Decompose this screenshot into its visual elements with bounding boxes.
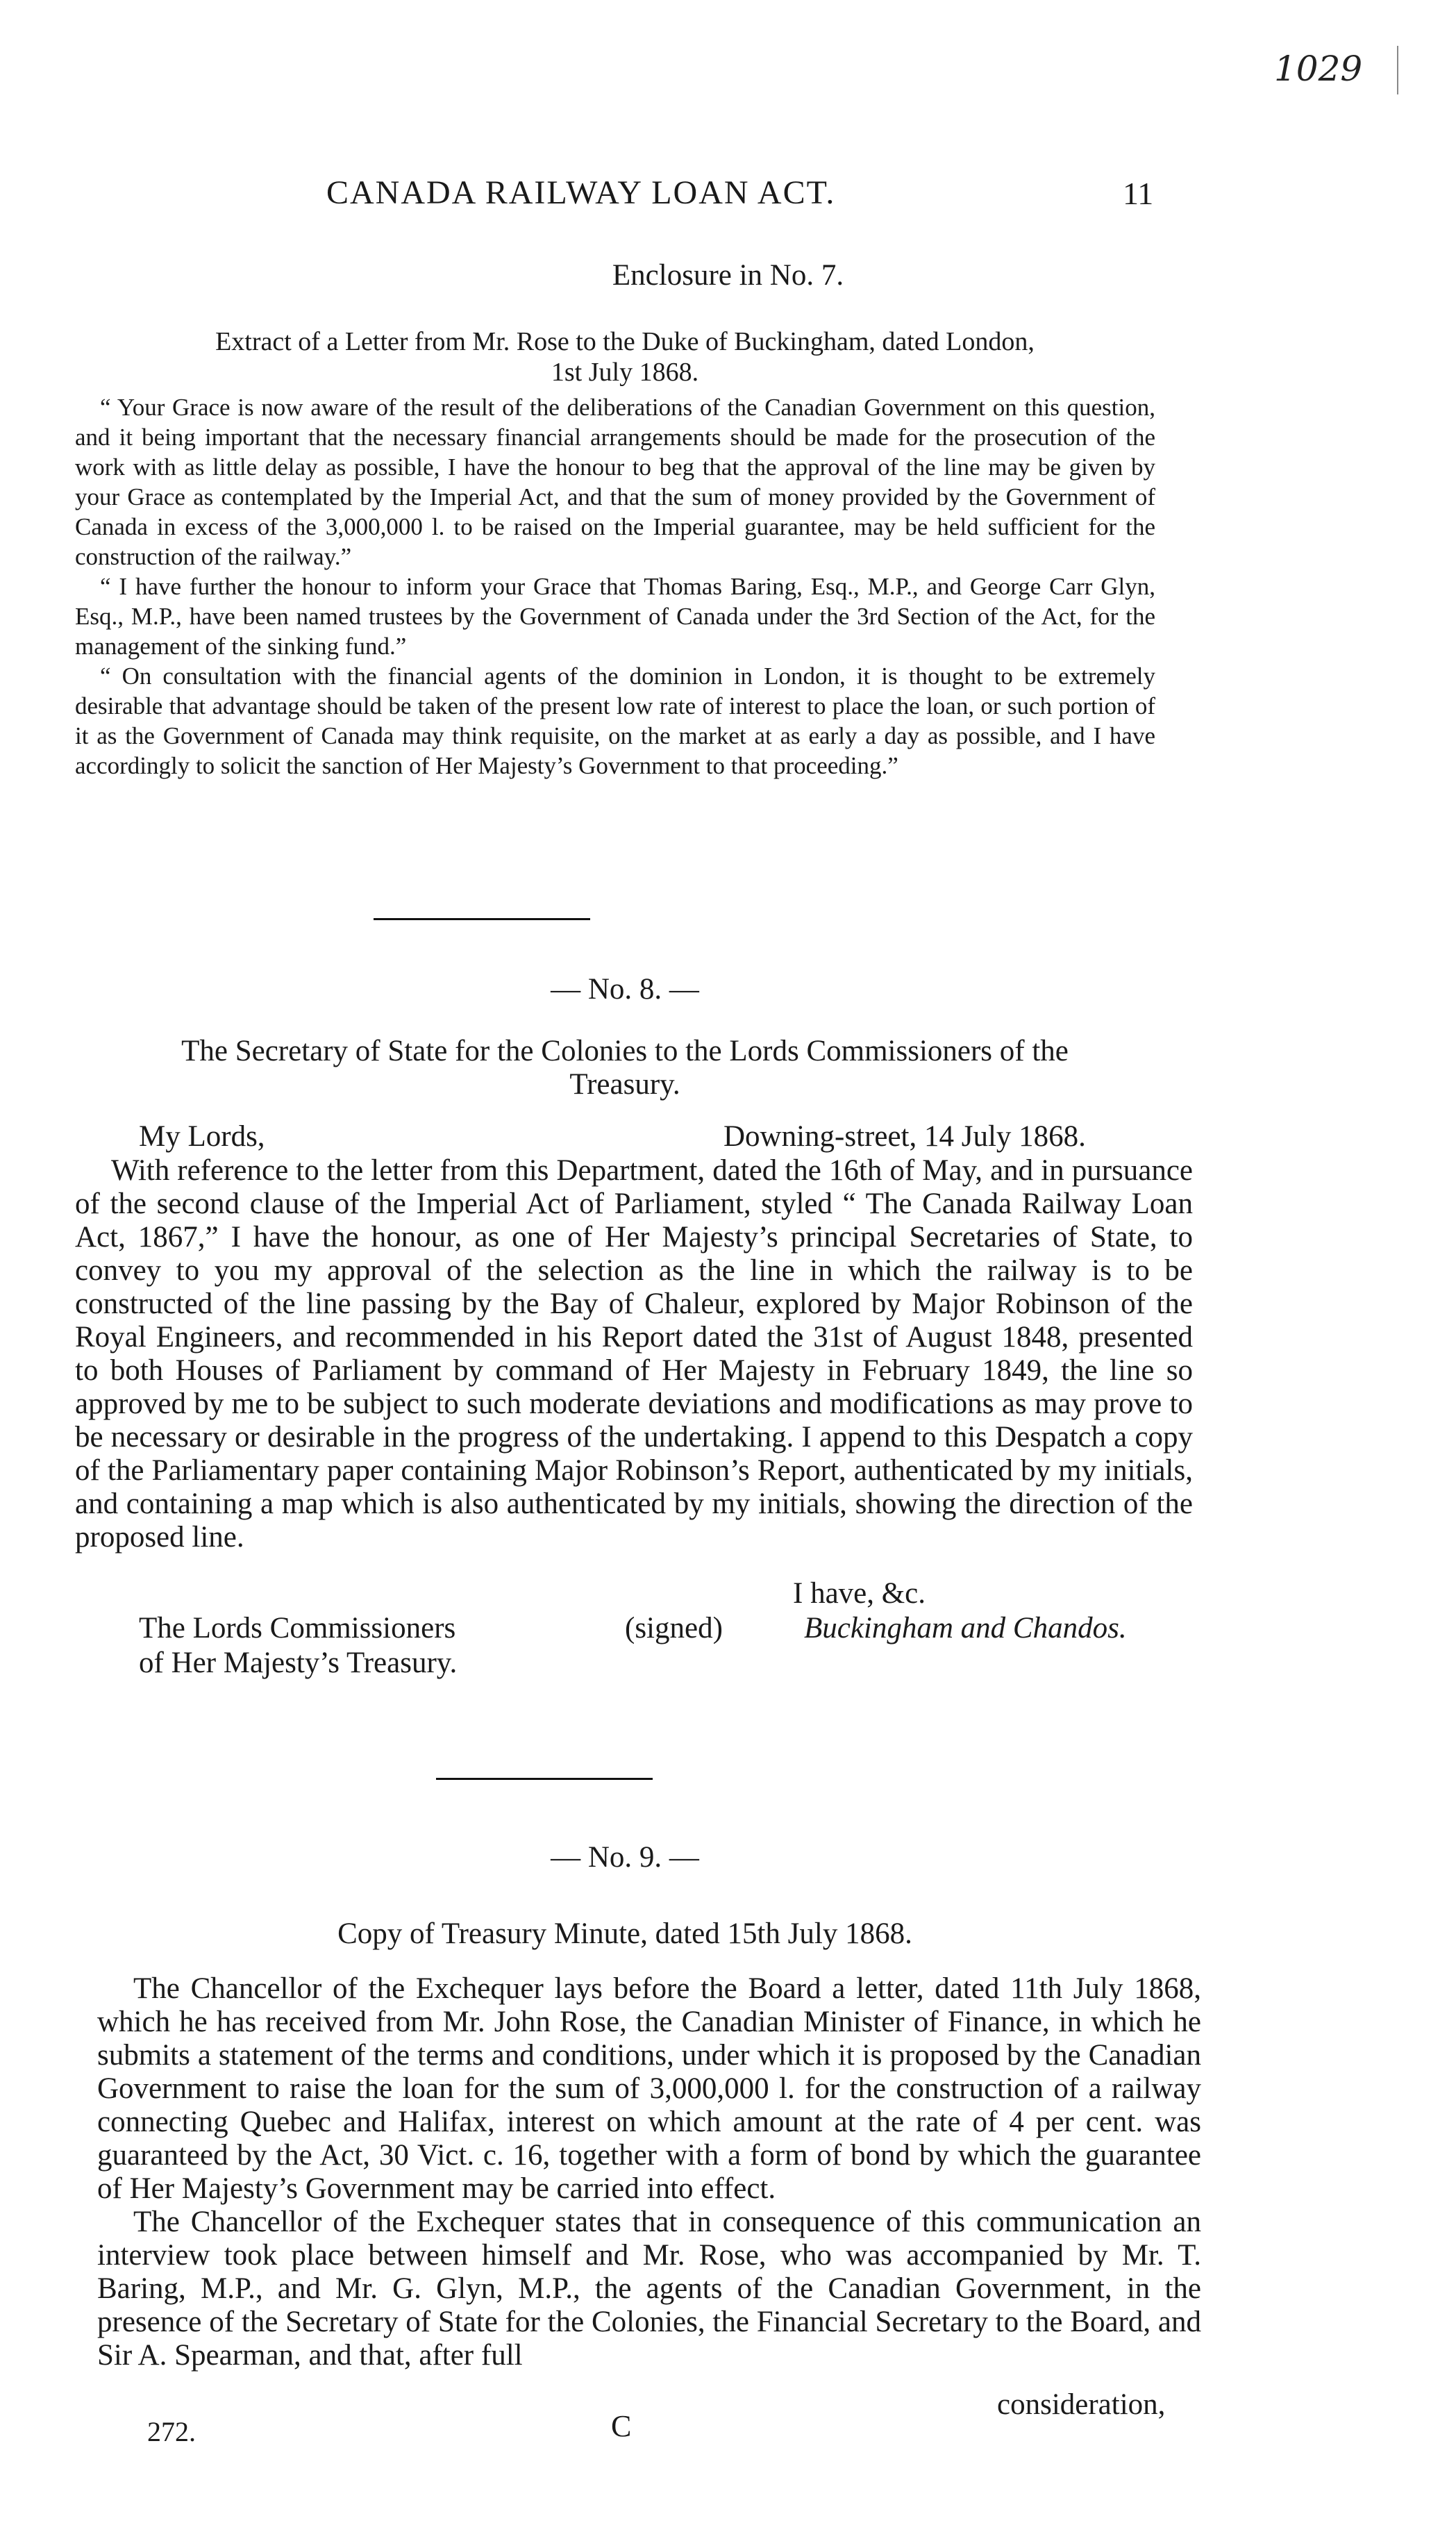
enclosure-title [97,326,1153,388]
no8-salutation: My Lords, [139,1120,265,1153]
enclosure-title-line-2: 1st July 1868. [551,358,699,387]
no8-body-paragraph: With reference to the letter from this Department, dated the 16th of May, and in pursuance of the second clause of the Imperial Act of Parliament, styled “ The Canada Railway Loan Act, 1867,” I have the honour, as one of Her Majesty’s principal Secretaries of State, to convey to you my approval of the selection as the line in which the railway is to be constructed of the line passing by the Bay of Chaleur, explored by Major Robinson of the Royal Engineers, and recommended in his Report dated the 31st of August 1848, presented to both Houses of Parliament by command of Her Majesty in February 1849, the line so approved by me to be subject to such moderate deviations and modifications as may prove to be necessary or desirable in the progress of the undertaking. I append to this Despatch a copy of the Parliamentary paper containing Major Robinson’s Report, authenticated by my initials, and containing a map which is also authenticated by my initials, showing the direction of the proposed line. [75,1154,1193,1554]
no8-title-line-2: Treasury. [569,1068,680,1101]
no8-title [97,1035,1153,1101]
extract-paragraph-3: “ On consultation with the financial agents of the dominion in London, it is thought to be extremely desirable that advantage should be taken of the present low rate of interest to place the loan, or such portion of it as the Government of Canada may think requisite, on the market at as early a day as possible, and I have accordingly to solicit the sanction of Her Majesty’s Government to that proceeding.” [75,663,1155,779]
running-head: CANADA RAILWAY LOAN ACT. [326,174,836,211]
document-number-9: — No. 9. — [551,1841,699,1874]
document-number-8: — No. 8. — [551,973,699,1006]
no8-title-line-1: The Secretary of State for the Colonies to the Lords Commissioners of the [181,1035,1069,1067]
page-folio: 11 [1123,176,1154,211]
section-divider-1 [374,918,590,920]
no8-body [75,1154,1193,1554]
sheet-letter: C [611,2409,632,2443]
no8-closing: I have, &c. [793,1577,926,1610]
handwritten-page-number: 1029 [1274,49,1363,89]
section-divider-2 [436,1778,653,1780]
no8-signed: (signed) [625,1612,723,1644]
signature-mark: 272. [147,2416,196,2447]
no8-addressee-line-2: of Her Majesty’s Treasury. [139,1647,458,1679]
no9-body [97,1972,1201,2372]
no8-dateline: Downing-street, 14 July 1868. [723,1120,1086,1153]
margin-mark [1397,46,1398,94]
no9-title: Copy of Treasury Minute, dated 15th July 1868. [337,1917,912,1950]
no8-signature: Buckingham and Chandos. [804,1612,1127,1644]
enclosure-extract [75,392,1155,781]
enclosure-title-line-1: Extract of a Letter from Mr. Rose to the Duke of Buckingham, dated London, [215,327,1035,356]
extract-paragraph-1: “ Your Grace is now aware of the result of the deliberations of the Canadian Government on this question, and it being important that the necessary financial arrangements should be made for the prosecution of the work with as little delay as possible, I have the honour to beg that the approval of the line may be given by your Grace as contemplated by the Imperial Act, and that the sum of money provided by the Government of Canada in excess of the 3,000,000 l. to be raised on the Imperial guarantee, may be held sufficient for the construction of the railway.” [75,394,1155,570]
no9-paragraph-2: The Chancellor of the Exchequer states that in consequence of this communication an interview took place between himself and Mr. Rose, who was accompanied by Mr. T. Baring, M.P., and Mr. G. Glyn, M.P., the agents of the Canadian Government, in the presence of the Secretary of State for the Colonies, the Financial Secretary to the Board, and Sir A. Spearman, and that, after full [97,2206,1201,2372]
catchword: consideration, [997,2388,1166,2421]
enclosure-heading: Enclosure in No. 7. [612,259,844,292]
extract-paragraph-2: “ I have further the honour to inform your Grace that Thomas Baring, Esq., M.P., and George Carr Glyn, Esq., M.P., have been named trustees by the Government of Canada under the 3rd Section of the Act, for the management of the sinking fund.” [75,573,1155,660]
no9-paragraph-1: The Chancellor of the Exchequer lays before the Board a letter, dated 11th July 1868, which he has received from Mr. John Rose, the Canadian Minister of Finance, in which he submits a statement of the terms and conditions, under which it is proposed by the Canadian Government to raise the loan for the sum of 3,000,000 l. for the construction of a railway connecting Quebec and Halifax, interest on which amount at the rate of 4 per cent. was guaranteed by the Act, 30 Vict. c. 16, together with a form of bond by which the guarantee of Her Majesty’s Government may be carried into effect. [97,1972,1201,2205]
no8-addressee-line-1: The Lords Commissioners [139,1612,456,1644]
